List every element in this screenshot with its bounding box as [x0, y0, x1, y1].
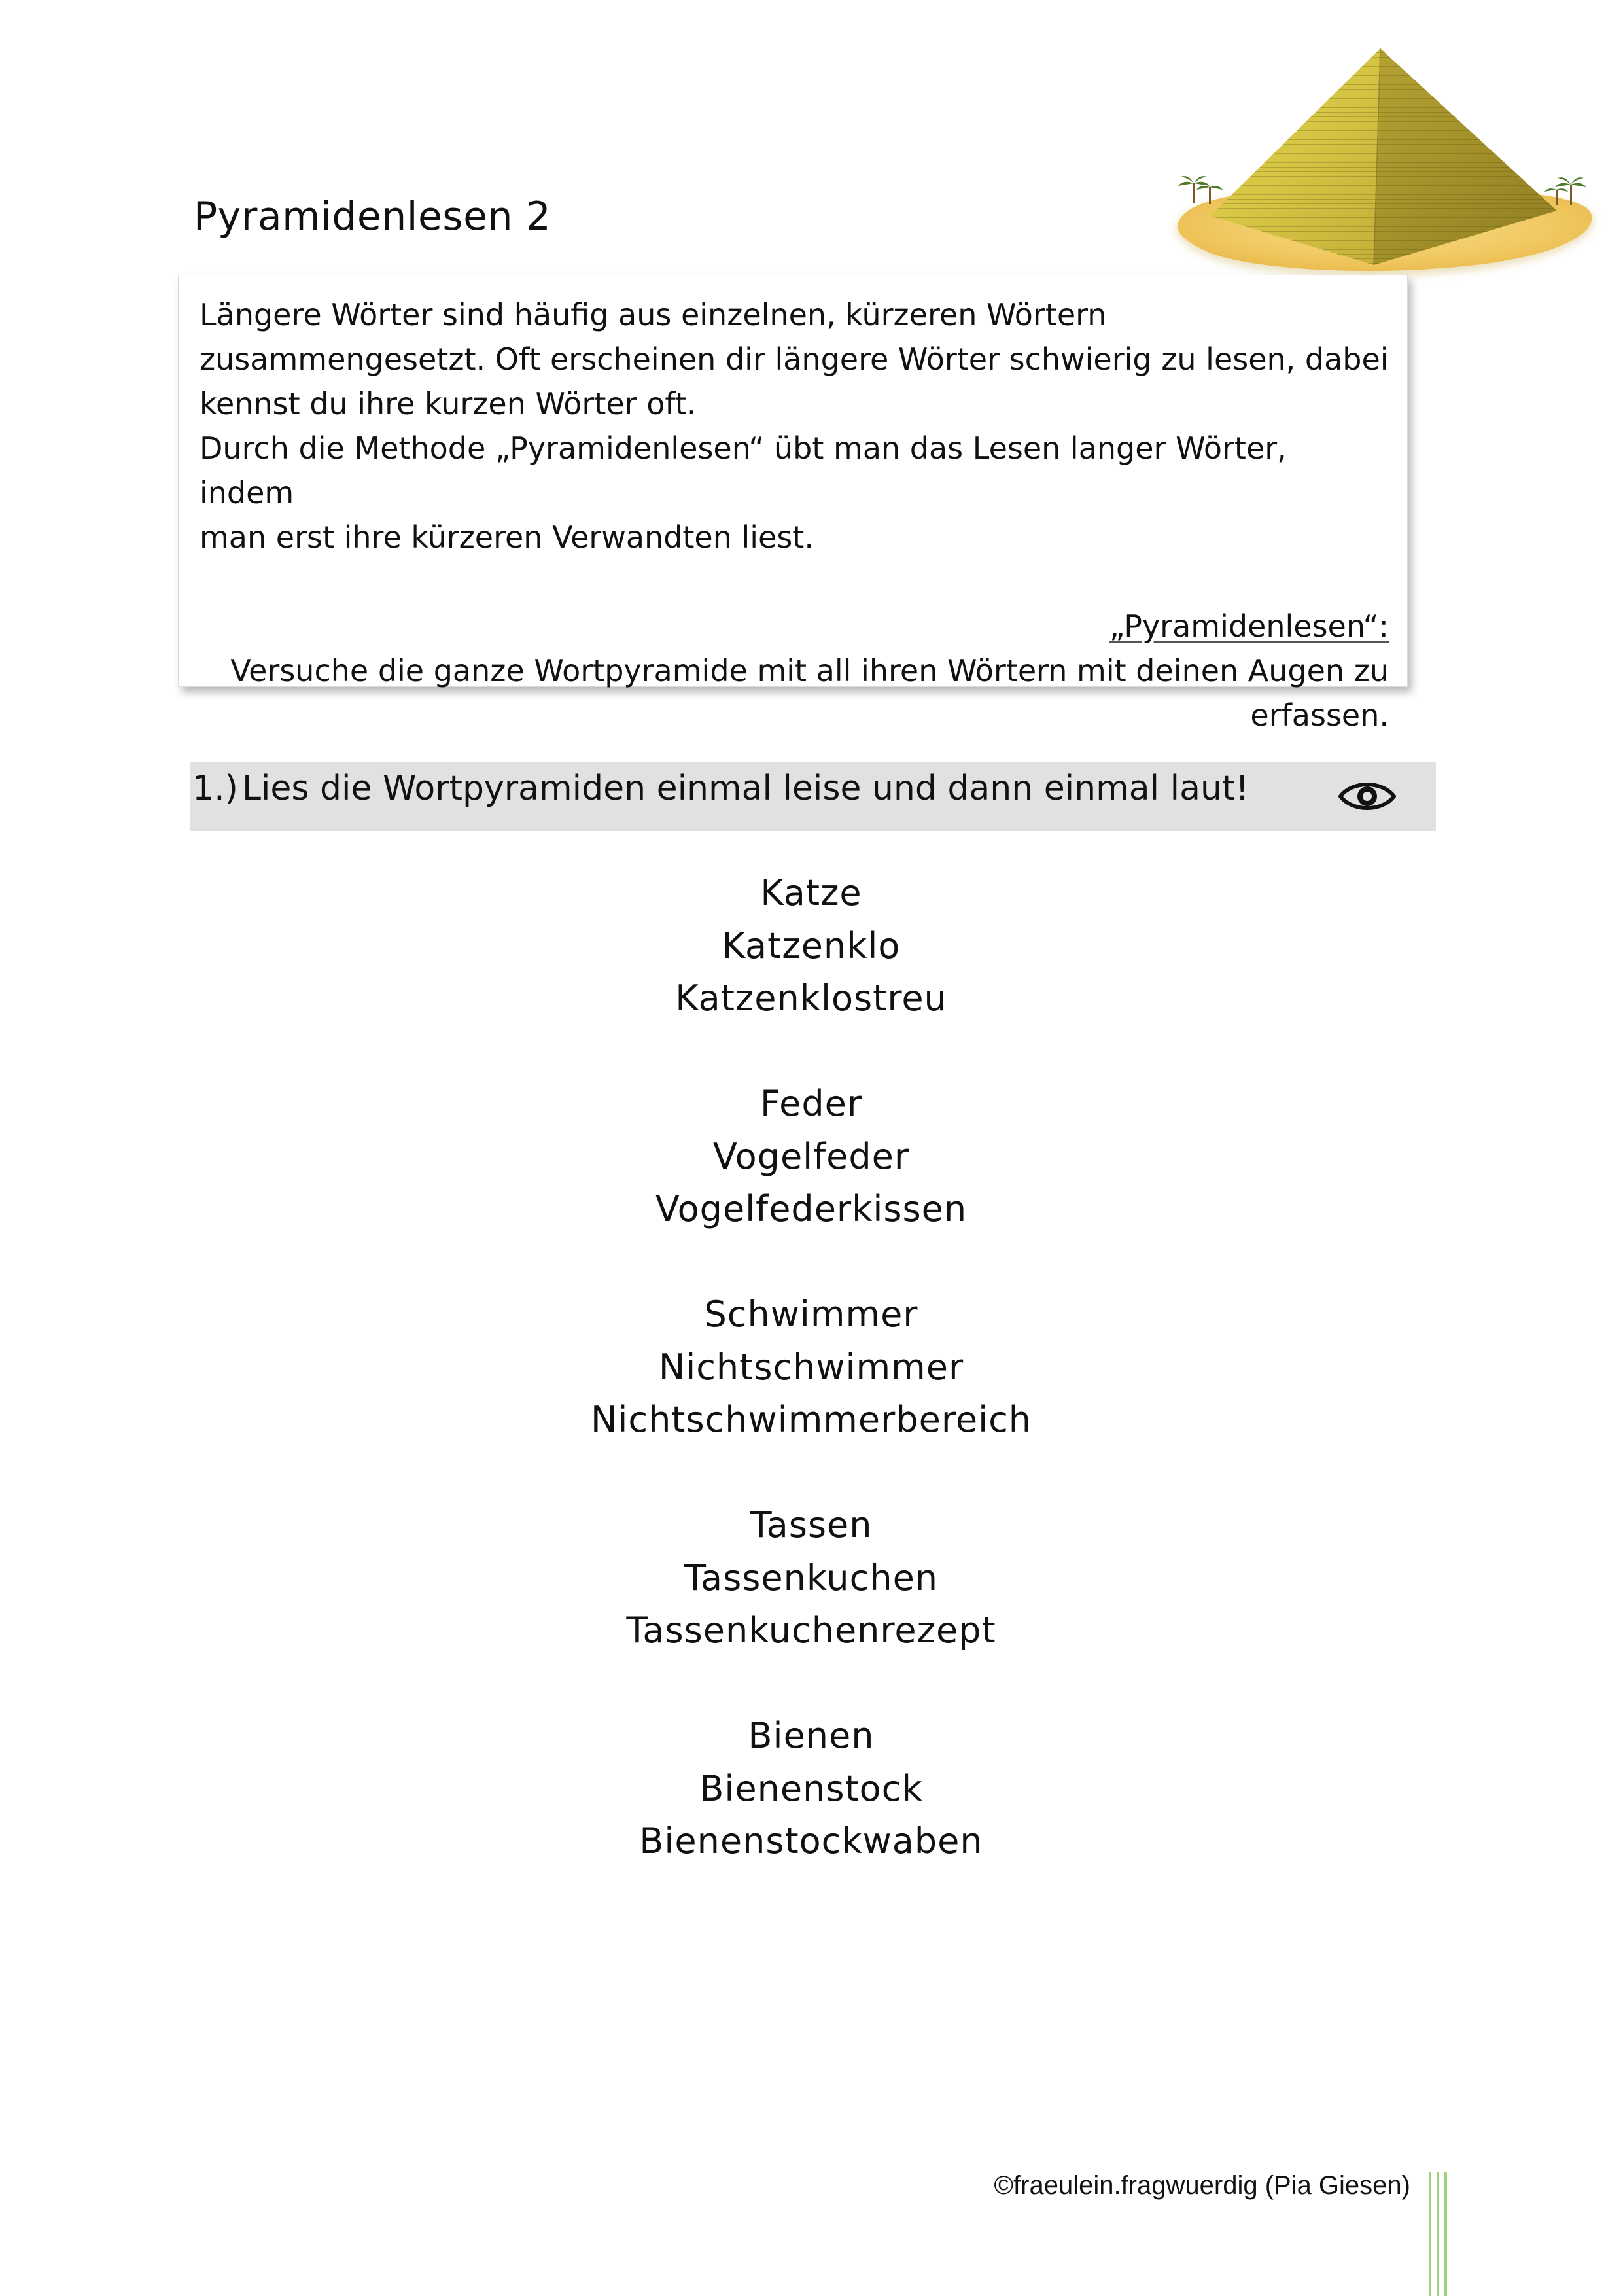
pyramid-word: Bienenstockwaben: [639, 1820, 983, 1862]
pyramid-word: Nichtschwimmerbereich: [591, 1399, 1032, 1440]
pyramid-word: Feder: [759, 1083, 863, 1124]
eye-icon: [1338, 778, 1397, 815]
intro-line: Durch die Methode „Pyramidenlesen“ übt man das Lesen langer Wörter, indem: [200, 431, 1287, 510]
method-description: Versuche die ganze Wortpyramide mit all ihren Wörtern mit deinen Augen zu: [230, 653, 1389, 688]
word-pyramid: [419, 1288, 1204, 1447]
word-pyramid: [419, 1710, 1204, 1868]
task-bar: [190, 762, 1436, 831]
word-pyramid: [419, 1078, 1204, 1236]
intro-line: Längere Wörter sind häufig aus einzelnen, kürzeren Wörtern: [200, 297, 1107, 332]
word-pyramid: [419, 1499, 1204, 1657]
method-heading-row: [200, 604, 1389, 648]
intro-line: man erst ihre kürzeren Verwandten liest.: [200, 520, 814, 555]
word-pyramid: [419, 867, 1204, 1025]
pyramid-word: Nichtschwimmer: [658, 1346, 964, 1388]
pyramid-word: Vogelfeder: [712, 1135, 910, 1177]
task-number: 1.): [192, 769, 238, 808]
pyramid-word: Tassen: [750, 1504, 873, 1545]
pyramid-illustration: [1164, 39, 1609, 301]
decorative-lines: [1429, 2172, 1448, 2296]
word-pyramids: [419, 867, 1204, 1920]
task-instruction: Lies die Wortpyramiden einmal leise und dann einmal laut!: [242, 769, 1249, 808]
intro-line: zusammengesetzt. Oft erscheinen dir längere Wörter schwierig zu lesen, dabei: [200, 342, 1389, 377]
pyramid-word: Bienen: [748, 1715, 875, 1756]
method-heading: „Pyramidenlesen“:: [1109, 609, 1389, 644]
pyramid-word: Tassenkuchen: [684, 1557, 939, 1598]
pyramid-word: Vogelfederkissen: [655, 1188, 968, 1229]
pyramid-word: Katze: [760, 872, 862, 913]
pyramid-word: Bienenstock: [699, 1767, 923, 1809]
pyramid-word: Katzenklo: [722, 925, 901, 966]
pyramid-word: Katzenklostreu: [675, 978, 947, 1019]
intro-line: kennst du ihre kurzen Wörter oft.: [200, 386, 697, 421]
page-title: Pyramidenlesen 2: [194, 194, 551, 239]
copyright-notice: ©fraeulein.fragwuerdig (Pia Giesen): [994, 2171, 1410, 2200]
method-description-end: erfassen.: [1250, 698, 1389, 733]
pyramid-word: Tassenkuchenrezept: [626, 1610, 996, 1651]
pyramid-word: Schwimmer: [704, 1294, 918, 1335]
intro-box: [178, 275, 1408, 733]
